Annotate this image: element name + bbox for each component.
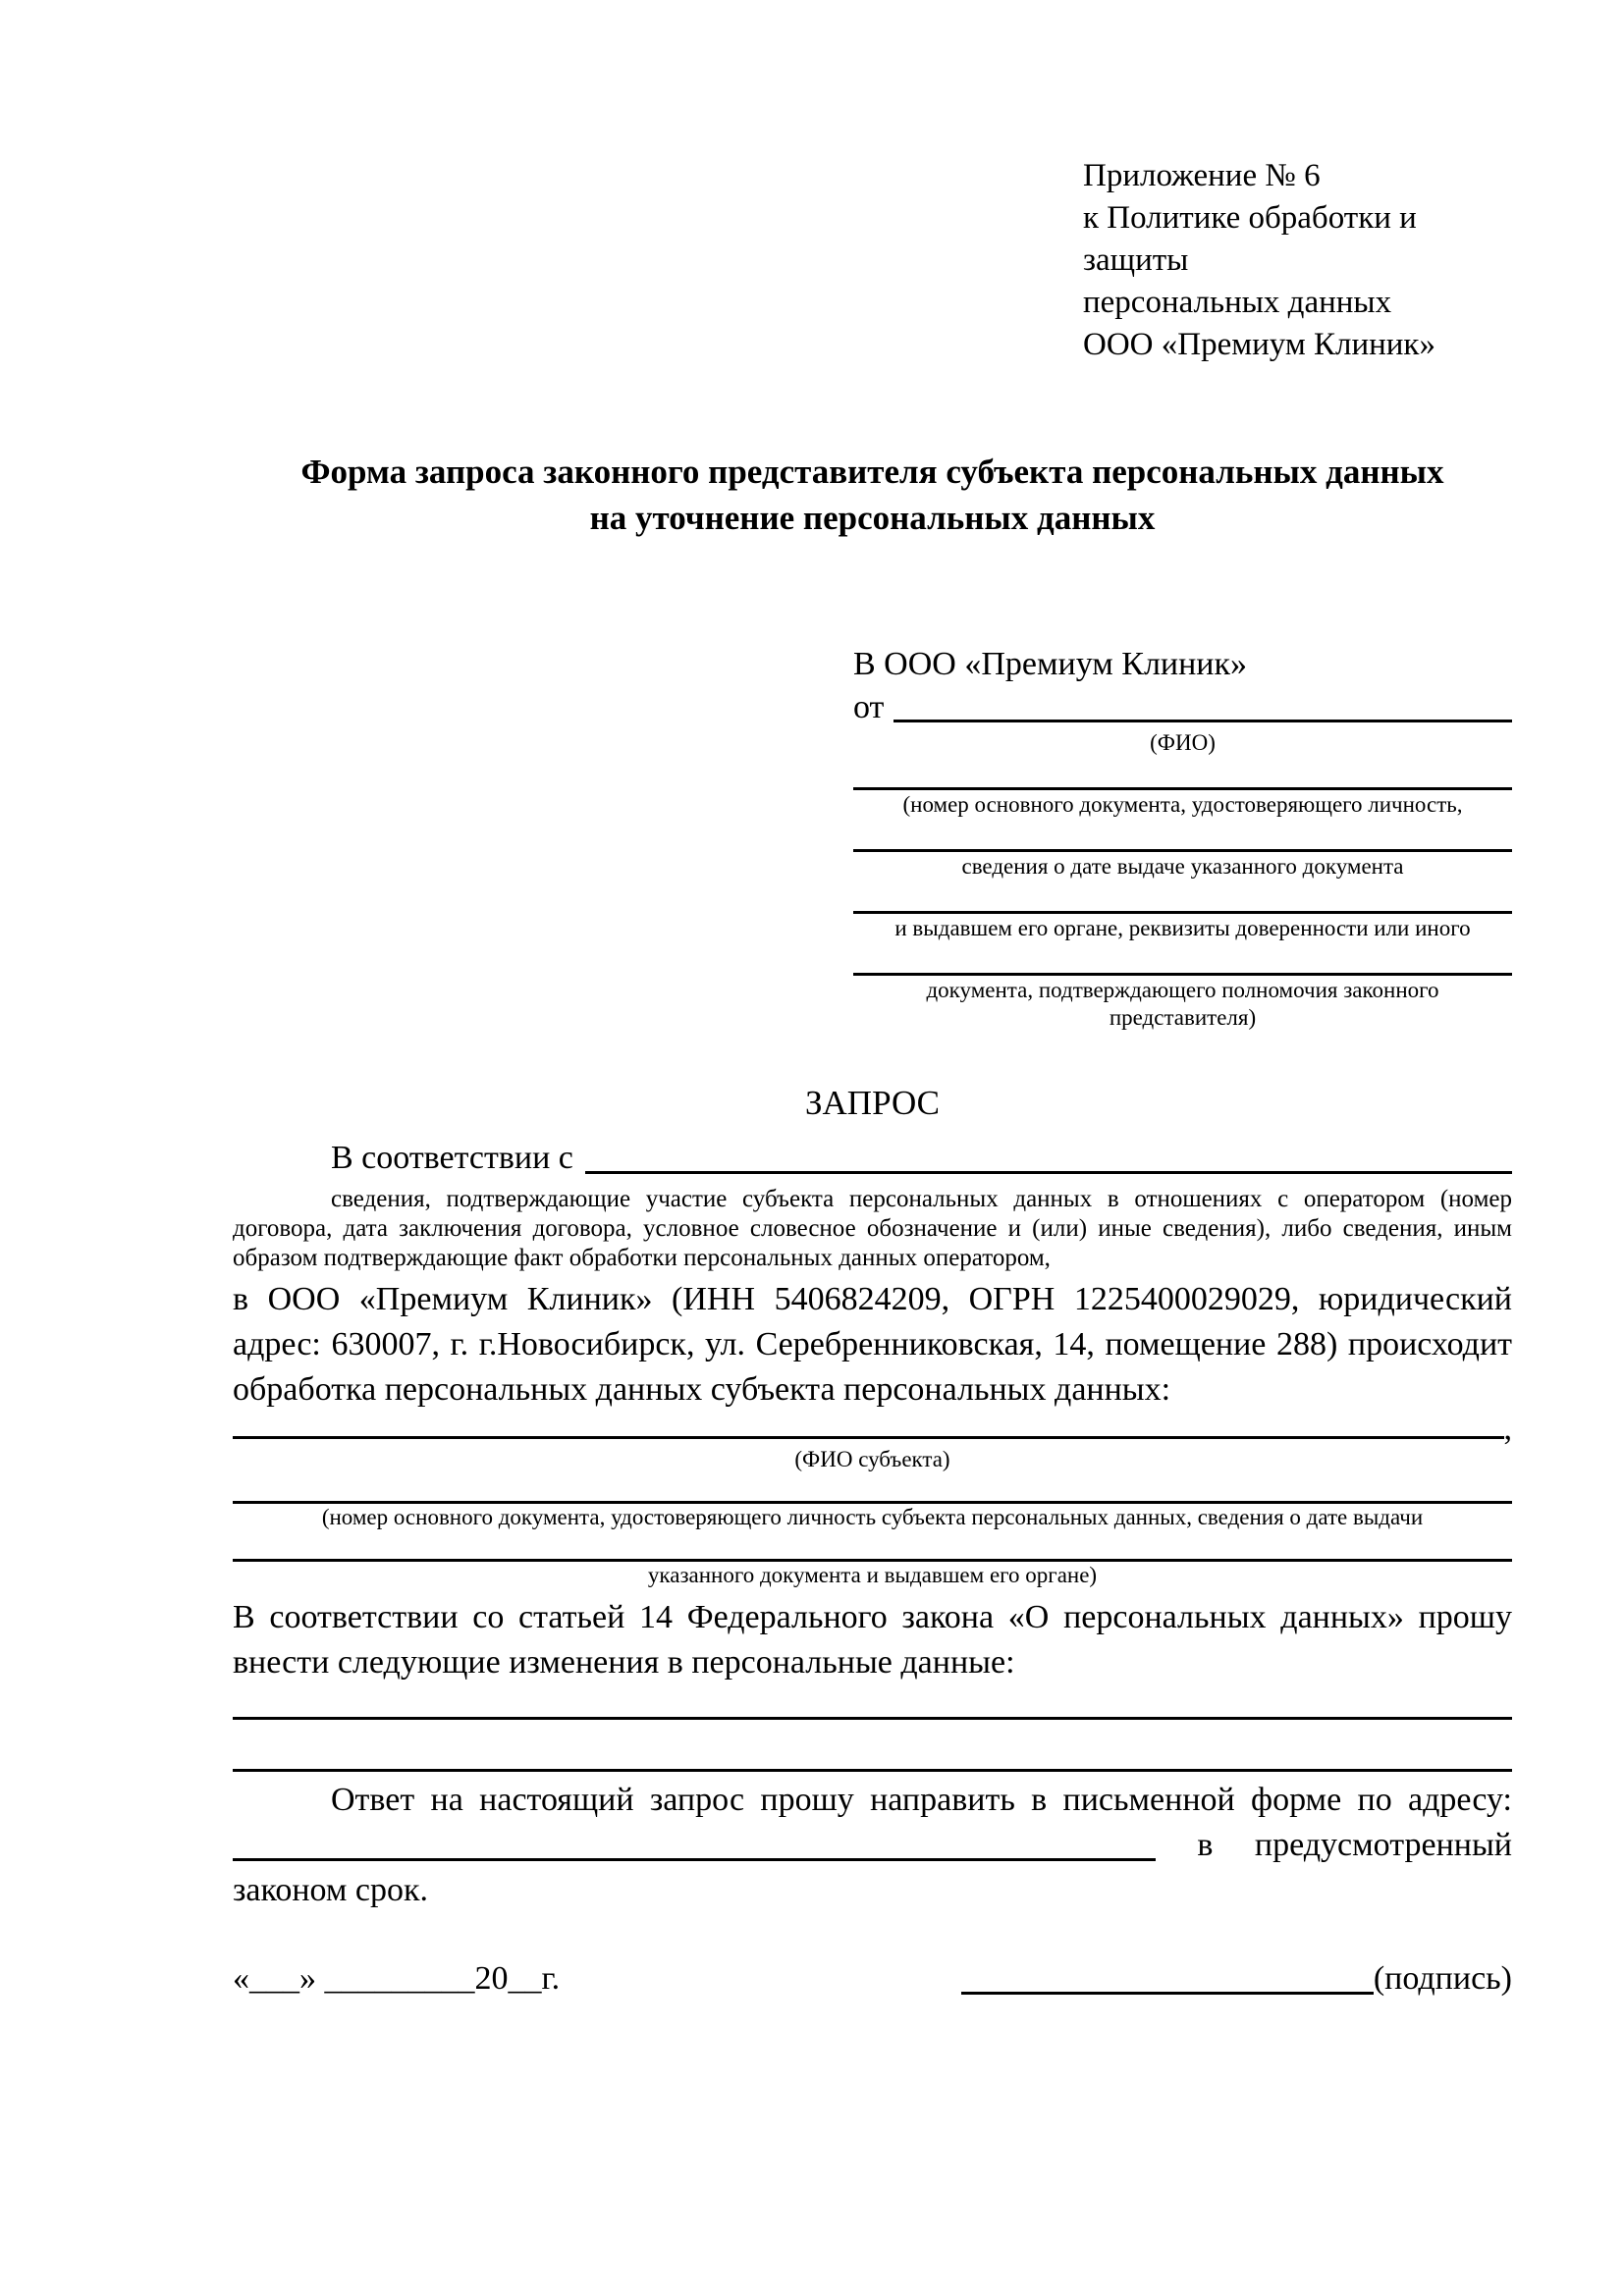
subject-doc-caption: указанного документа и выдавшем его органе): [647, 1563, 1098, 1587]
request-heading: ЗАПРОС: [804, 1084, 941, 1122]
blank-field-group: [853, 911, 1512, 942]
from-row: [853, 686, 1512, 729]
appendix-line: ООО «Премиум Клиник»: [1083, 327, 1435, 362]
appendix-block: [1083, 155, 1512, 366]
accordance-note: сведения, подтверждающие участие субъекта персональных данных в отношениях с оператором (номер договора, дата заключения договора, условное словесное обозначение и (или) иные сведения), либо сведения, иным образом подтверждающие факт обработки персональных данных оператором,: [233, 1186, 1512, 1271]
accordance-label: В соответствии с: [331, 1140, 573, 1176]
date-signature-row: [233, 1956, 1512, 2002]
page-title-line: на уточнение персональных данных: [589, 499, 1156, 537]
fill-line-subject-fio: [233, 1436, 1504, 1439]
appendix-line: Приложение № 6: [1083, 158, 1321, 193]
appendix-line: к Политике обработки и защиты: [1083, 200, 1417, 278]
subject-doc-caption: (номер основного документа, удостоверяющего личность субъекта персональных данных, сведения о дате выдачи: [321, 1505, 1424, 1529]
signature-group: [961, 1956, 1512, 2002]
answer-paragraph: Ответ на настоящий запрос прошу направить в письменной форме по адресу:: [331, 1782, 1512, 1818]
answer-word: предусмотренный: [1254, 1827, 1512, 1863]
operator-paragraph: в ООО «Премиум Клиник» (ИНН 5406824209, ОГРН 1225400029029, юридический адрес: 630007, г. г.Новосибирск, ул. Серебренниковская, 14, помещение 288) происходит обработка персональных данных субъекта персональных данных:: [233, 1281, 1512, 1408]
subject-fio-row: [233, 1413, 1512, 1446]
from-label: от: [853, 689, 885, 725]
recipient-to: В ООО «Премиум Клиник»: [853, 646, 1248, 682]
law-paragraph: В соответствии со статьей 14 Федерального закона «О персональных данных» прошу внести следующие изменения в персональные данные:: [233, 1599, 1512, 1681]
blank-field-group: [853, 849, 1512, 881]
answer-tail: законом срок.: [233, 1872, 428, 1908]
signature-caption: (подпись): [1373, 1960, 1512, 1997]
blank-field-group: [853, 973, 1512, 1032]
fill-line-caption: (номер основного документа, удостоверяющего личность,: [902, 792, 1463, 817]
fill-line-caption: и выдавшем его органе, реквизиты доверенности или иного: [894, 916, 1471, 940]
fill-line-changes-2: [233, 1769, 1512, 1772]
blank-field-group: [853, 787, 1512, 819]
fill-line-address: [233, 1858, 1156, 1861]
page-title: [233, 449, 1512, 541]
fio-caption: (ФИО): [1150, 730, 1216, 755]
fill-line-accordance: [585, 1171, 1512, 1174]
recipient-block: [853, 643, 1512, 1032]
date-placeholder: «___» _________20__г.: [233, 1960, 561, 1997]
answer-address-row: [233, 1823, 1512, 1868]
page-title-line: Форма запроса законного представителя субъекта персональных данных: [300, 453, 1444, 491]
appendix-line: персональных данных: [1083, 285, 1392, 320]
fill-line-caption: документа, подтверждающего полномочия законного представителя): [926, 978, 1439, 1030]
answer-word: в: [1197, 1827, 1214, 1863]
subject-fio-caption: (ФИО субъекта): [794, 1447, 950, 1471]
fill-line-fio: [893, 720, 1512, 722]
fill-line-signature: [961, 1992, 1374, 1995]
fill-line-caption: сведения о дате выдаче указанного документа: [961, 854, 1404, 879]
fill-line-changes-1: [233, 1717, 1512, 1720]
trailing-comma: ,: [1503, 1411, 1512, 1447]
accordance-row: [233, 1136, 1512, 1181]
